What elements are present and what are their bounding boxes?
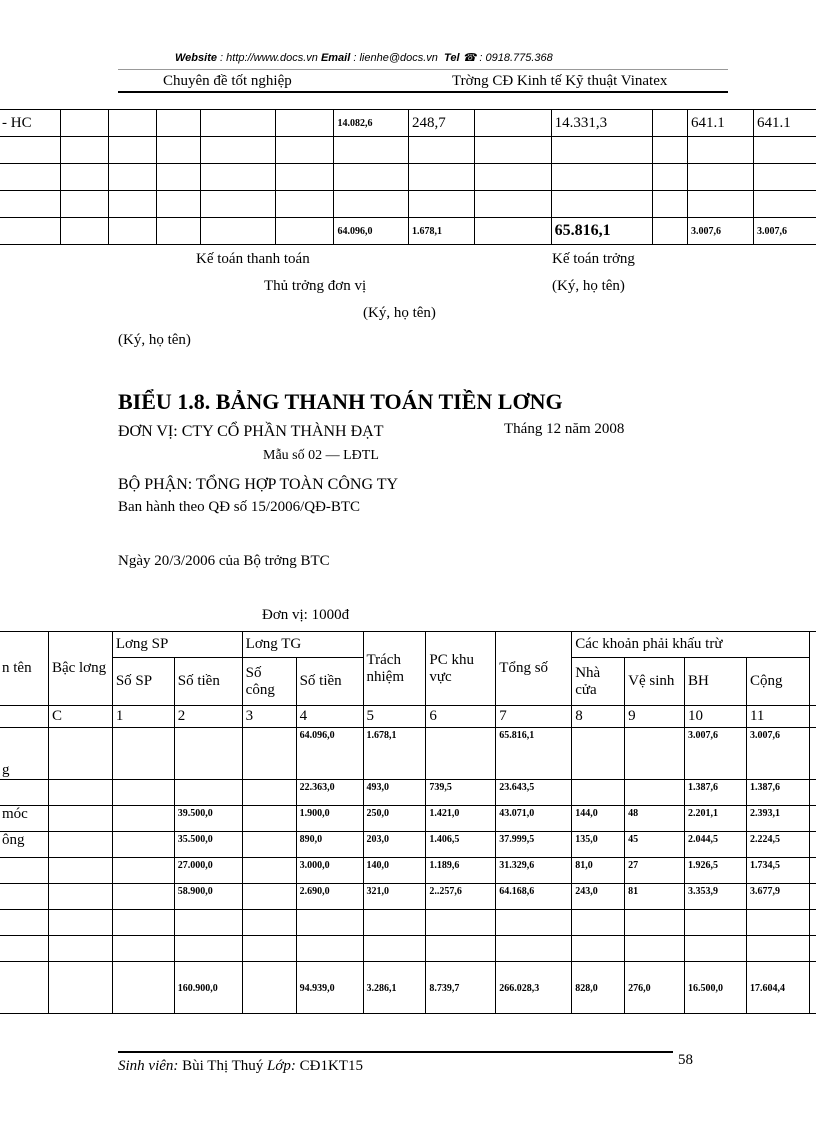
table-cell: 8.739,7: [426, 962, 496, 1014]
table-row: [0, 858, 816, 884]
table-cell: [496, 910, 572, 936]
footer-student: Sinh viên: Bùi Thị Thuý Lớp: CĐ1KT15: [118, 1058, 363, 1074]
table-cell: [48, 806, 112, 832]
bo-phan: BỘ PHẬN: TỔNG HỢP TOÀN CÔNG TY: [118, 476, 399, 493]
table-cell: 3.007,6: [746, 728, 809, 780]
table-cell: 828,0: [572, 962, 625, 1014]
table-cell: 27.000,0: [174, 858, 242, 884]
table-cell: [426, 936, 496, 962]
table-cell: 1.406,5: [426, 832, 496, 858]
table-row: [0, 164, 816, 191]
table-cell: 2.393,1: [746, 806, 809, 832]
table-row: [0, 137, 816, 164]
row-name: [0, 780, 48, 806]
table-cell: 37.999,5: [496, 832, 572, 858]
table-cell: 144,0: [572, 806, 625, 832]
table-cell: [296, 910, 363, 936]
table-cell: [572, 728, 625, 780]
row-name: [0, 884, 48, 910]
page-number: 58: [678, 1052, 693, 1068]
table-cell: [112, 936, 174, 962]
table-cell: 45: [625, 832, 685, 858]
table-cell: [296, 936, 363, 962]
table-row: [0, 962, 816, 1014]
sig-ky-left: (Ký, họ tên): [118, 332, 191, 348]
table-cell: [242, 728, 296, 780]
doc-title: BIỂU 1.8. BẢNG THANH TOÁN TIỀN LƠNG: [118, 389, 563, 414]
sig-thu-truong: Thủ trởng đơn vị: [264, 278, 367, 294]
don-vi: ĐƠN VỊ: CTY CỔ PHẦN THÀNH ĐẠT: [118, 423, 384, 440]
table-row: [0, 936, 816, 962]
table-row: [0, 728, 816, 780]
table-cell: 1.387,6: [685, 780, 747, 806]
table-cell: 23.643,5: [496, 780, 572, 806]
table-cell: [174, 728, 242, 780]
table-cell: [242, 806, 296, 832]
table-row: [0, 780, 816, 806]
table-cell: 2.224,5: [746, 832, 809, 858]
table-cell: [48, 858, 112, 884]
table-cell: 3.286,1: [363, 962, 426, 1014]
table-cell: [242, 832, 296, 858]
table-cell: [242, 910, 296, 936]
payroll-table: [0, 631, 816, 1014]
table-cell: [242, 962, 296, 1014]
table-cell: [112, 780, 174, 806]
table-cell: 43.071,0: [496, 806, 572, 832]
table-cell: [48, 884, 112, 910]
table-cell: [112, 962, 174, 1014]
col-bac-luong: Bậc lơng: [48, 632, 112, 706]
table-cell: [496, 936, 572, 962]
col-so-sp: Số SP: [112, 658, 174, 706]
table-cell: [685, 936, 747, 962]
table-cell: [48, 936, 112, 962]
table-cell: [426, 910, 496, 936]
table-cell: [572, 780, 625, 806]
table-row: [0, 884, 816, 910]
table-cell: 1.900,0: [296, 806, 363, 832]
table-cell: 81: [625, 884, 685, 910]
table-cell: 65.816,1: [496, 728, 572, 780]
table-cell: 3.007,6: [685, 728, 747, 780]
summary-table: [0, 109, 816, 245]
table-cell: 266.028,3: [496, 962, 572, 1014]
table-row: 64.096,0 1.678,1 65.816,1 3.007,6 3.007,6: [0, 218, 816, 245]
table-cell: 3.677,9: [746, 884, 809, 910]
table-cell: 17.604,4: [746, 962, 809, 1014]
header-rule-top: [118, 69, 728, 70]
table-cell: [625, 728, 685, 780]
table-row: - HC 14.082,6 248,7 14.331,3 641.1 641.1: [0, 110, 816, 137]
header-right: Trờng CĐ Kinh tế Kỹ thuật Vinatex: [452, 73, 668, 89]
table-cell: 2.201,1: [685, 806, 747, 832]
phone-icon: ☎: [462, 52, 477, 64]
table-cell: 81,0: [572, 858, 625, 884]
row-name: [0, 910, 48, 936]
table-cell: 276,0: [625, 962, 685, 1014]
col-luong-tg: Lơng TG: [242, 632, 363, 658]
table-cell: 321,0: [363, 884, 426, 910]
header-rule: [118, 91, 728, 93]
table-cell: [112, 806, 174, 832]
table-cell: [48, 910, 112, 936]
table-cell: 1.678,1: [363, 728, 426, 780]
table-cell: [112, 884, 174, 910]
table-cell: [174, 780, 242, 806]
table-cell: 64.096,0: [296, 728, 363, 780]
col-nha-cua: Nhà cửa: [572, 658, 625, 706]
row-name: g: [0, 728, 48, 780]
table-cell: [112, 858, 174, 884]
table-cell: [112, 910, 174, 936]
col-so-tien: Số tiền: [174, 658, 242, 706]
table-cell: 22.363,0: [296, 780, 363, 806]
row-name: [0, 962, 48, 1014]
table-cell: 243,0: [572, 884, 625, 910]
table-cell: [48, 728, 112, 780]
table-cell: 35.500,0: [174, 832, 242, 858]
table-cell: [174, 910, 242, 936]
table-cell: 16.500,0: [685, 962, 747, 1014]
table-row: [0, 832, 816, 858]
table-cell: [112, 832, 174, 858]
table-cell: 94.939,0: [296, 962, 363, 1014]
row-name: [0, 858, 48, 884]
row-name: ông: [0, 832, 48, 858]
table-row: [0, 910, 816, 936]
col-so-cong: Số công: [242, 658, 296, 706]
table-cell: 2..257,6: [426, 884, 496, 910]
table-cell: [625, 936, 685, 962]
header-left: Chuyên đề tốt nghiệp: [163, 73, 292, 89]
table-cell: [174, 936, 242, 962]
website-line: Website : http://www.docs.vn Email : lienhe@docs.vn Tel ☎ : 0918.775.368: [175, 52, 553, 64]
table-cell: 1.421,0: [426, 806, 496, 832]
sig-ky-center: (Ký, họ tên): [363, 305, 436, 321]
table-cell: [48, 962, 112, 1014]
table-cell: 2.690,0: [296, 884, 363, 910]
table-cell: [746, 936, 809, 962]
table-cell: [746, 910, 809, 936]
table-cell: 1.926,5: [685, 858, 747, 884]
sig-ke-toan-thanh-toan: Kế toán thanh toán: [196, 251, 310, 267]
table-cell: 64.168,6: [496, 884, 572, 910]
table-row: [0, 806, 816, 832]
table-cell: 890,0: [296, 832, 363, 858]
table-cell: 1.734,5: [746, 858, 809, 884]
table-cell: 739,5: [426, 780, 496, 806]
sig-ke-toan-truong: Kế toán trởng: [552, 251, 635, 267]
table-cell: [242, 858, 296, 884]
table-cell: [625, 780, 685, 806]
table-cell: [363, 936, 426, 962]
row-name: móc: [0, 806, 48, 832]
table-cell: 203,0: [363, 832, 426, 858]
table-row: [0, 191, 816, 218]
table-cell: 48: [625, 806, 685, 832]
col-pc-khu-vuc: PC khu vực: [426, 632, 496, 706]
table-cell: 27: [625, 858, 685, 884]
table-cell: [572, 936, 625, 962]
table-cell: 39.500,0: [174, 806, 242, 832]
table-cell: [242, 780, 296, 806]
table-cell: [685, 910, 747, 936]
col-ho-ten: n tên: [0, 632, 48, 706]
table-cell: [242, 884, 296, 910]
sig-ky-right: (Ký, họ tên): [552, 278, 625, 294]
table-cell: 140,0: [363, 858, 426, 884]
table-cell: [48, 780, 112, 806]
table-cell: 58.900,0: [174, 884, 242, 910]
mau-so: Mẫu số 02 — LĐTL: [263, 448, 379, 463]
col-tong-so: Tổng số: [496, 632, 572, 706]
col-cong: Cộng: [746, 658, 809, 706]
col-ve-sinh: Vệ sinh: [625, 658, 685, 706]
table-cell: 1.387,6: [746, 780, 809, 806]
table-cell: [242, 936, 296, 962]
ngay: Ngày 20/3/2006 của Bộ trởng BTC: [118, 553, 330, 569]
table-cell: 160.900,0: [174, 962, 242, 1014]
table-cell: 3.353,9: [685, 884, 747, 910]
col-trach-nhiem: Trách nhiệm: [363, 632, 426, 706]
col-bh: BH: [685, 658, 747, 706]
table-cell: 493,0: [363, 780, 426, 806]
table-cell: [572, 910, 625, 936]
thang: Tháng 12 năm 2008: [504, 421, 625, 437]
footer-rule: [118, 1051, 673, 1053]
table-cell: [48, 832, 112, 858]
table-cell: 2.044,5: [685, 832, 747, 858]
col-so-tien-2: Số tiền: [296, 658, 363, 706]
table-cell: 1.189,6: [426, 858, 496, 884]
col-khau-tru: Các khoản phải khấu trừ: [572, 632, 810, 658]
don-vi-tinh: Đơn vị: 1000đ: [262, 607, 350, 623]
table-cell: 135,0: [572, 832, 625, 858]
col-luong-sp: Lơng SP: [112, 632, 242, 658]
table-cell: [112, 728, 174, 780]
code-row: C 1 2 3 4 5 6 7 8 9 10 11: [0, 706, 816, 728]
ban-hanh: Ban hành theo QĐ số 15/2006/QĐ-BTC: [118, 499, 361, 515]
table-cell: 3.000,0: [296, 858, 363, 884]
table-cell: [426, 728, 496, 780]
table-cell: 31.329,6: [496, 858, 572, 884]
table-cell: 250,0: [363, 806, 426, 832]
table-cell: [363, 910, 426, 936]
table-cell: [625, 910, 685, 936]
row-name: [0, 936, 48, 962]
